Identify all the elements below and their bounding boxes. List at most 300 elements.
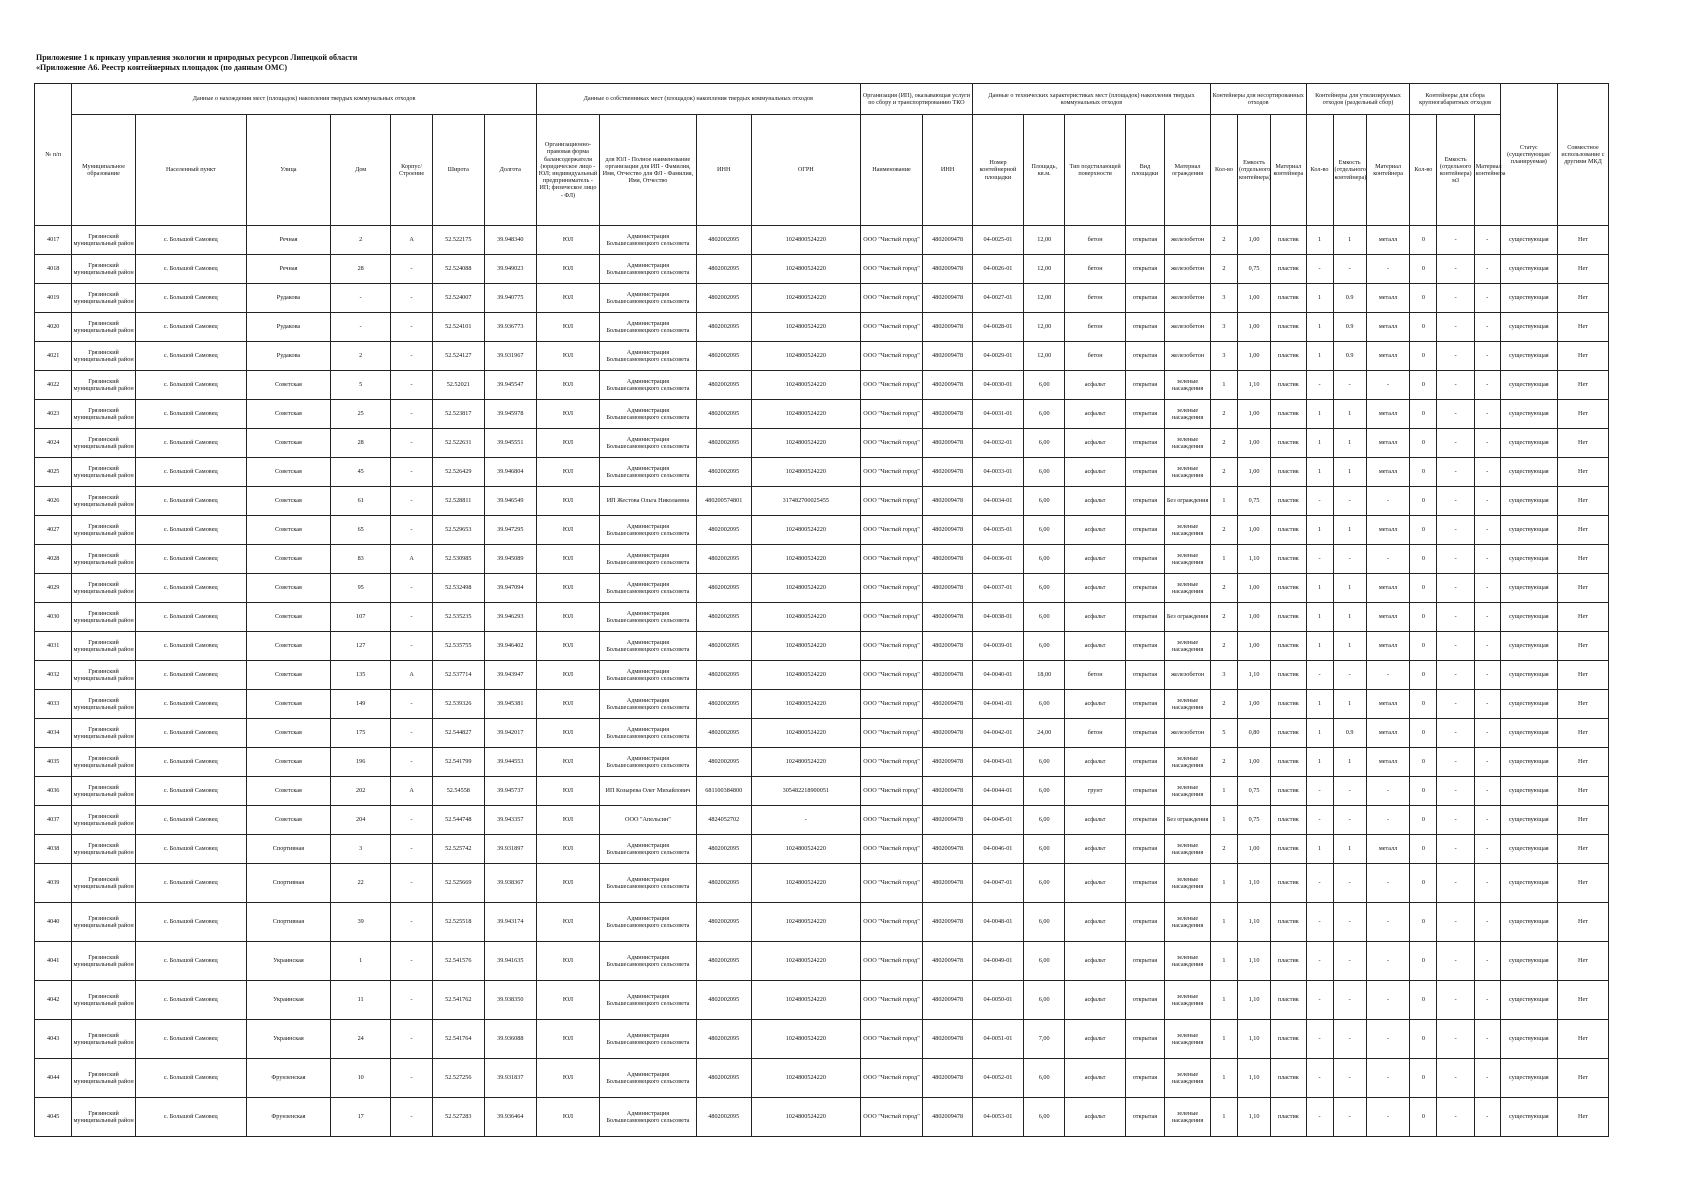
table-cell: 1 [1306,835,1333,864]
table-cell: 39.931837 [484,1059,536,1098]
table-cell: 4039 [35,864,72,903]
table-cell: 6,00 [1023,458,1065,487]
table-cell: зеленые насаждения [1165,981,1211,1020]
table-cell: пластик [1271,545,1306,574]
table-cell: Нет [1557,864,1608,903]
table-cell: 11 [331,981,391,1020]
table-cell: - [391,864,433,903]
table-cell: - [1306,777,1333,806]
table-cell: 39.943947 [484,661,536,690]
table-cell: 4802009478 [923,400,973,429]
table-cell: железобетон [1165,226,1211,255]
table-cell: 6,00 [1023,545,1065,574]
table-cell: 0 [1410,603,1437,632]
table-cell: 4802009478 [923,284,973,313]
table-cell: 1024800524220 [751,748,860,777]
table-cell: 0 [1410,632,1437,661]
table-cell: пластик [1271,942,1306,981]
table-cell: 6,00 [1023,748,1065,777]
table-cell: ЮЛ [536,487,599,516]
table-cell: 0,75 [1237,806,1270,835]
table-cell: 39.940775 [484,284,536,313]
table-cell: 4043 [35,1020,72,1059]
table-row [35,226,1609,255]
table-cell: Администрация Большесамовецкого сельсовета [600,1098,697,1137]
table-cell: - [391,516,433,545]
table-cell: - [1474,690,1500,719]
table-cell: - [1366,487,1410,516]
table-cell: 39.945737 [484,777,536,806]
table-row [35,719,1609,748]
table-cell: 52.535755 [432,632,484,661]
table-cell: - [1474,835,1500,864]
table-cell: - [391,835,433,864]
table-cell: асфальт [1065,864,1125,903]
table-cell: 0 [1410,400,1437,429]
table-cell: 1 [1210,806,1237,835]
table-cell: 4032 [35,661,72,690]
table-cell: 1,00 [1237,516,1270,545]
table-cell: 4802002095 [696,516,751,545]
table-cell: 175 [331,719,391,748]
table-cell: 4802002095 [696,632,751,661]
table-cell: - [1437,574,1474,603]
table-cell: 1 [1306,516,1333,545]
table-cell: ЮЛ [536,574,599,603]
table-cell: ЮЛ [536,313,599,342]
table-cell: 39.946549 [484,487,536,516]
sub-header-cell: Долгота [484,115,536,226]
table-cell: 4802002095 [696,981,751,1020]
table-cell: ООО "Чистый город" [860,719,922,748]
sub-header-cell: Организационно-правовая форма балансодержателя (юридическое лицо - ЮЛ; индивидуальный предприниматель - ИП; физическое лицо - ФЛ) [536,115,599,226]
table-cell: ООО "Чистый город" [860,284,922,313]
table-cell: 4042 [35,981,72,1020]
table-cell: 4802002095 [696,661,751,690]
table-cell: - [331,284,391,313]
sub-header-cell: Улица [246,115,330,226]
table-cell: железобетон [1165,342,1211,371]
table-cell: 3 [331,835,391,864]
table-cell: 4802009478 [923,719,973,748]
table-cell: 52.541764 [432,1020,484,1059]
table-cell: 0 [1410,313,1437,342]
table-cell: - [391,632,433,661]
table-cell: - [1366,255,1410,284]
table-cell: - [1437,400,1474,429]
table-cell: 52.524101 [432,313,484,342]
table-cell: существующая [1500,864,1557,903]
table-cell: ЮЛ [536,942,599,981]
table-cell: 4802009478 [923,632,973,661]
table-cell: 1,10 [1237,1059,1270,1098]
table-cell: 4802009478 [923,903,973,942]
table-cell: ЮЛ [536,864,599,903]
table-cell: 28 [331,429,391,458]
table-cell: открытая [1125,371,1164,400]
table-cell: 6,00 [1023,516,1065,545]
table-cell: Советская [246,400,330,429]
table-cell: 52.544748 [432,806,484,835]
table-cell: 45 [331,458,391,487]
table-cell: 1,10 [1237,942,1270,981]
table-cell: - [1437,903,1474,942]
table-cell: 04-0030-01 [973,371,1024,400]
table-cell: ООО "Чистый город" [860,603,922,632]
table-cell: - [1333,545,1366,574]
table-cell: - [1333,1020,1366,1059]
table-cell: ООО "Чистый город" [860,400,922,429]
table-cell: 0 [1410,516,1437,545]
table-cell: 12,00 [1023,255,1065,284]
table-cell: пластик [1271,603,1306,632]
table-cell: 25 [331,400,391,429]
table-cell: 1024800524220 [751,719,860,748]
table-row [35,777,1609,806]
table-cell: - [1366,371,1410,400]
table-cell: с. Большой Самовец [135,903,246,942]
table-cell: Нет [1557,835,1608,864]
table-cell: - [391,806,433,835]
table-cell: - [1333,942,1366,981]
table-cell: Советская [246,429,330,458]
table-cell: - [1437,371,1474,400]
table-cell: Нет [1557,458,1608,487]
table-cell: 52.528811 [432,487,484,516]
table-cell: 39 [331,903,391,942]
table-cell: - [1437,429,1474,458]
table-cell: существующая [1500,400,1557,429]
table-cell: пластик [1271,903,1306,942]
table-cell: - [391,574,433,603]
table-cell: 4024 [35,429,72,458]
table-cell: Советская [246,632,330,661]
table-cell: 0 [1410,574,1437,603]
table-cell: Нет [1557,400,1608,429]
table-cell: 1024800524220 [751,661,860,690]
group-containers-recycle: Контейнеры для утилизируемых отходов (раздельный сбор) [1306,84,1410,115]
table-cell: 1 [1306,690,1333,719]
table-cell: 1 [1210,371,1237,400]
table-cell: ЮЛ [536,371,599,400]
table-cell: - [391,313,433,342]
table-cell: Нет [1557,1059,1608,1098]
table-cell: с. Большой Самовец [135,661,246,690]
table-cell: зеленые насаждения [1165,371,1211,400]
table-cell: 4802002095 [696,429,751,458]
table-cell: пластик [1271,371,1306,400]
table-cell: Без ограждения [1165,806,1211,835]
table-cell: 1024800524220 [751,313,860,342]
table-cell: существующая [1500,835,1557,864]
table-cell: пластик [1271,1098,1306,1137]
table-cell: 4034 [35,719,72,748]
table-cell: асфальт [1065,1020,1125,1059]
table-cell: с. Большой Самовец [135,487,246,516]
table-cell: 4802009478 [923,806,973,835]
table-cell: Грязинский муниципальный район [72,748,135,777]
table-cell: 4025 [35,458,72,487]
table-cell: 4802009478 [923,516,973,545]
table-cell: 1 [1306,632,1333,661]
table-cell: - [1474,903,1500,942]
table-cell: 4802002095 [696,864,751,903]
sub-header-cell: Дом [331,115,391,226]
table-cell: железобетон [1165,284,1211,313]
sub-header-cell: Кол-во [1306,115,1333,226]
table-cell: асфальт [1065,371,1125,400]
table-cell: 1024800524220 [751,1059,860,1098]
table-cell: с. Большой Самовец [135,981,246,1020]
table-cell: ЮЛ [536,1059,599,1098]
table-cell: 0 [1410,226,1437,255]
table-cell: Администрация Большесамовецкого сельсовета [600,342,697,371]
table-cell: 4031 [35,632,72,661]
table-cell: асфальт [1065,981,1125,1020]
table-row [35,632,1609,661]
table-cell: Грязинский муниципальный район [72,574,135,603]
table-cell: 0 [1410,942,1437,981]
table-cell: Советская [246,661,330,690]
table-cell: 39.941635 [484,942,536,981]
table-cell: с. Большой Самовец [135,806,246,835]
table-cell: Администрация Большесамовецкого сельсовета [600,255,697,284]
table-cell: 04-0036-01 [973,545,1024,574]
table-cell: пластик [1271,981,1306,1020]
table-cell: 1,10 [1237,864,1270,903]
table-cell: 52.541576 [432,942,484,981]
table-cell: 6,00 [1023,806,1065,835]
table-cell: Администрация Большесамовецкого сельсовета [600,313,697,342]
table-cell: 0 [1410,371,1437,400]
table-cell: - [1306,942,1333,981]
table-cell: - [391,942,433,981]
table-cell: 39.931967 [484,342,536,371]
table-cell: - [1333,864,1366,903]
table-cell: 1,10 [1237,545,1270,574]
table-cell: 2 [1210,429,1237,458]
table-cell: открытая [1125,313,1164,342]
table-cell: 0,75 [1237,487,1270,516]
table-cell: - [1333,981,1366,1020]
table-cell: - [1474,226,1500,255]
table-cell: 1 [1210,981,1237,1020]
table-row [35,903,1609,942]
table-cell: существующая [1500,574,1557,603]
table-cell: 4037 [35,806,72,835]
table-cell: 196 [331,748,391,777]
table-cell: 1 [1333,603,1366,632]
table-cell: Грязинский муниципальный район [72,903,135,942]
table-cell: Речная [246,255,330,284]
table-cell: 4802009478 [923,835,973,864]
table-cell: 1 [1306,574,1333,603]
table-cell: пластик [1271,777,1306,806]
table-cell: - [1437,487,1474,516]
table-cell: 52.524088 [432,255,484,284]
table-cell: 1,10 [1237,1098,1270,1137]
table-cell: Нет [1557,719,1608,748]
table-cell: 1,00 [1237,458,1270,487]
table-cell: 12,00 [1023,342,1065,371]
table-cell: - [391,458,433,487]
table-cell: открытая [1125,719,1164,748]
table-cell: 0 [1410,545,1437,574]
table-cell: Грязинский муниципальный район [72,429,135,458]
table-cell: 4041 [35,942,72,981]
table-cell: 4036 [35,777,72,806]
table-cell: 4802002095 [696,545,751,574]
table-cell: 04-0038-01 [973,603,1024,632]
table-cell: Речная [246,226,330,255]
table-cell: - [1474,400,1500,429]
table-cell: - [1366,903,1410,942]
table-cell: 4040 [35,903,72,942]
table-cell: открытая [1125,342,1164,371]
table-row [35,487,1609,516]
table-cell: 4802009478 [923,429,973,458]
table-cell: 1024800524220 [751,1020,860,1059]
table-cell: - [391,371,433,400]
table-cell: 4802009478 [923,371,973,400]
table-cell: - [1437,516,1474,545]
table-cell: Нет [1557,806,1608,835]
table-cell: - [391,748,433,777]
table-cell: - [1437,632,1474,661]
table-cell: с. Большой Самовец [135,574,246,603]
table-cell: ЮЛ [536,255,599,284]
table-cell: Нет [1557,371,1608,400]
table-cell: 52.525669 [432,864,484,903]
table-cell: 04-0051-01 [973,1020,1024,1059]
table-row [35,545,1609,574]
table-cell: - [1474,313,1500,342]
table-cell: - [751,806,860,835]
table-cell: с. Большой Самовец [135,835,246,864]
registry-table [34,83,1609,1137]
table-cell: асфальт [1065,1098,1125,1137]
table-cell: Рудакова [246,284,330,313]
table-cell: 04-0053-01 [973,1098,1024,1137]
table-cell: Администрация Большесамовецкого сельсовета [600,1059,697,1098]
table-row [35,806,1609,835]
table-cell: 4802002095 [696,1020,751,1059]
table-cell: существующая [1500,1059,1557,1098]
table-cell: 4019 [35,284,72,313]
table-cell: 6,00 [1023,690,1065,719]
table-cell: 52.541799 [432,748,484,777]
table-cell: 52.527283 [432,1098,484,1137]
table-cell: открытая [1125,545,1164,574]
table-cell: металл [1366,458,1410,487]
table-cell: 127 [331,632,391,661]
table-cell: А [391,661,433,690]
table-cell: 0 [1410,1020,1437,1059]
table-cell: - [1474,603,1500,632]
col-status: Статус (существующая/планируемая) [1500,84,1557,226]
table-cell: Спортивная [246,903,330,942]
table-cell: зеленые насаждения [1165,748,1211,777]
table-cell: - [1474,1098,1500,1137]
table-cell: - [1437,545,1474,574]
table-cell: Грязинский муниципальный район [72,400,135,429]
table-cell: с. Большой Самовец [135,516,246,545]
table-cell: металл [1366,574,1410,603]
table-cell: открытая [1125,864,1164,903]
table-cell: 1,00 [1237,342,1270,371]
table-cell: ООО "Чистый город" [860,1059,922,1098]
table-cell: Нет [1557,487,1608,516]
table-cell: асфальт [1065,835,1125,864]
table-cell: Нет [1557,1020,1608,1059]
table-cell: с. Большой Самовец [135,942,246,981]
table-cell: ЮЛ [536,1098,599,1137]
table-cell: 4802002095 [696,690,751,719]
table-cell: 39.946293 [484,603,536,632]
table-cell: - [1474,661,1500,690]
table-cell: 2 [1210,255,1237,284]
table-cell: 4018 [35,255,72,284]
table-cell: - [1474,342,1500,371]
table-cell: - [1306,864,1333,903]
table-cell: 4802009478 [923,1059,973,1098]
table-cell: - [391,1020,433,1059]
table-row [35,603,1609,632]
table-cell: Грязинский муниципальный район [72,835,135,864]
table-cell: ЮЛ [536,719,599,748]
table-cell: Грязинский муниципальный район [72,545,135,574]
table-cell: 4802002095 [696,458,751,487]
table-cell: металл [1366,284,1410,313]
table-cell: Грязинский муниципальный район [72,458,135,487]
table-cell: 3 [1210,313,1237,342]
table-cell: существующая [1500,632,1557,661]
table-cell: существующая [1500,690,1557,719]
table-cell: бетон [1065,719,1125,748]
table-cell: открытая [1125,458,1164,487]
table-cell: 61 [331,487,391,516]
table-cell: Администрация Большесамовецкого сельсовета [600,429,697,458]
table-cell: асфальт [1065,487,1125,516]
table-cell: - [1437,342,1474,371]
table-cell: Без ограждения [1165,487,1211,516]
table-cell: 1,00 [1237,429,1270,458]
table-cell: 1 [1210,864,1237,903]
table-cell: открытая [1125,632,1164,661]
col-number: № п/п [35,84,72,226]
table-cell: ООО "Чистый город" [860,661,922,690]
table-cell: с. Большой Самовец [135,748,246,777]
table-cell: 4802009478 [923,545,973,574]
table-cell: Рудакова [246,342,330,371]
table-cell: Грязинский муниципальный район [72,806,135,835]
table-cell: Нет [1557,226,1608,255]
table-cell: асфальт [1065,545,1125,574]
table-cell: 04-0031-01 [973,400,1024,429]
table-cell: 4802009478 [923,1020,973,1059]
heading-line-1: Приложение 1 к приказу управления экологии и природных ресурсов Липецкой области [36,53,358,62]
table-cell: 2 [1210,690,1237,719]
table-cell: - [391,400,433,429]
table-cell: - [1306,1059,1333,1098]
table-cell: ЮЛ [536,806,599,835]
sub-header-cell: Населенный пункт [135,115,246,226]
table-cell: металл [1366,748,1410,777]
table-cell: 6,00 [1023,835,1065,864]
table-cell: - [1306,545,1333,574]
table-cell: - [1306,255,1333,284]
table-cell: 0,75 [1237,255,1270,284]
